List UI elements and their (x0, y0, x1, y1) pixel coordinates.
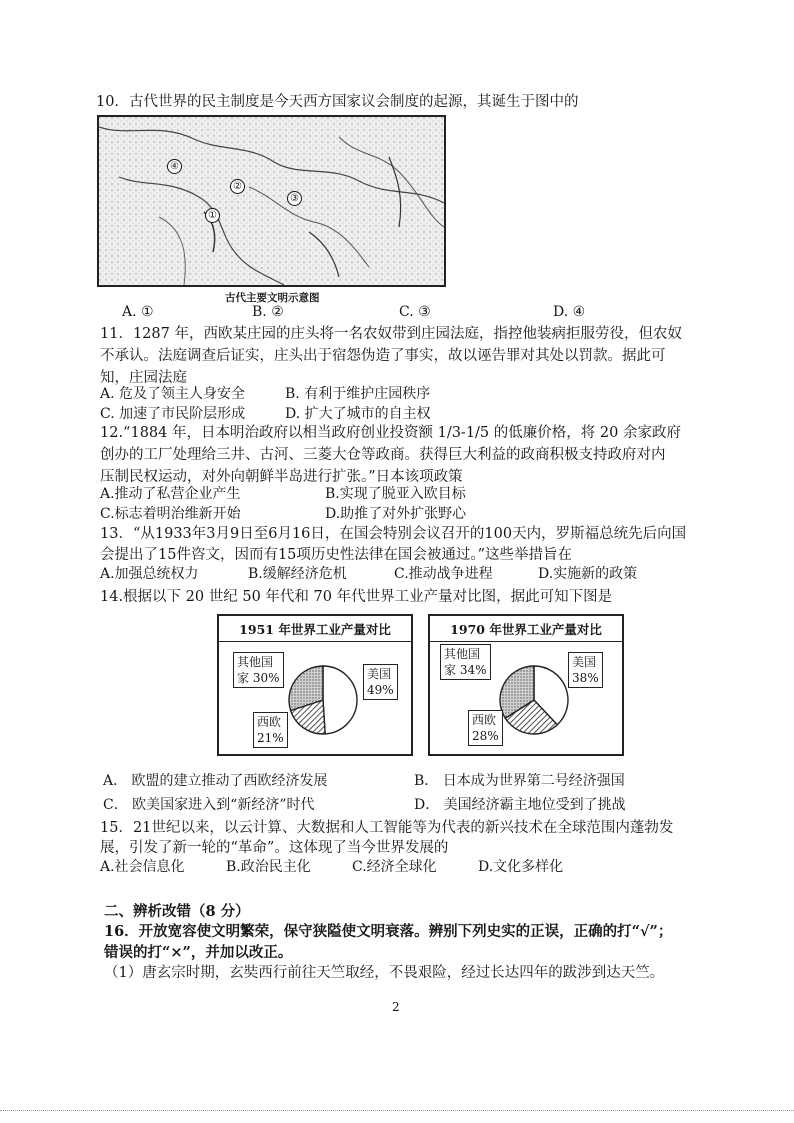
q13-line-1: 13．“从1933年3月9日至6月16日，在国会特别会议召开的100天内，罗斯福总统先后向国 (100, 526, 687, 542)
q13-option-c: C.推动战争进程 (394, 566, 493, 582)
q11-option-a: A. 危及了领主人身安全 (100, 386, 246, 402)
q12-option-a: A.推动了私营企业产生 (100, 486, 241, 502)
q15-option-d: D.文化多样化 (478, 859, 564, 875)
q11-line-1: 11．1287 年，西欧某庄园的庄头将一名农奴带到庄园法庭，指控他装病拒服劳役，但农奴 (100, 326, 682, 342)
q15-line-1: 15．21世纪以来，以云计算、大数据和人工智能等为代表的新兴技术在全球范围内蓬勃发 (100, 820, 674, 836)
q15-line-2: 展，引发了新一轮的“革命”。这体现了当今世界发展的 (100, 840, 449, 856)
pie-chart-1951 (217, 614, 413, 756)
bottom-border-dots (0, 1110, 794, 1111)
map-marker-2: ② (230, 179, 245, 194)
chart-1951-label-usa: 美国 49% (363, 664, 398, 700)
q13-option-d: D.实施新的政策 (538, 566, 638, 582)
q16-line-1: 16．开放宽容使文明繁荣，保守狭隘使文明衰落。辨别下列史实的正误，正确的打“√”； (104, 923, 673, 940)
q10-option-c: C. ③ (399, 304, 431, 320)
q11-option-d: D. 扩大了城市的自主权 (285, 406, 431, 422)
chart-1970-label-usa: 美国 38% (568, 652, 603, 688)
q11-option-b: B. 有利于维护庄园秩序 (285, 386, 431, 402)
map-marker-4: ④ (167, 159, 182, 174)
q12-option-b: B.实现了脱亚入欧目标 (325, 486, 466, 502)
q16-line-2: 错误的打“×”，并加以改正。 (104, 944, 293, 961)
q14-option-d: D． 美国经济霸主地位受到了挑战 (414, 797, 626, 813)
q11-line-2: 不承认。法庭调查后证实，庄头出于宿怨伪造了事实，故以诬告罪对其处以罚款。据此可 (100, 348, 666, 364)
q13-option-b: B.缓解经济危机 (248, 566, 347, 582)
q10-option-b: B. ② (252, 304, 284, 320)
chart-1951-label-other: 其他国 家 30% (233, 652, 284, 688)
q11-option-c: C. 加速了市民阶层形成 (100, 406, 246, 422)
map-drawing (99, 117, 444, 285)
map-marker-1: ① (205, 208, 220, 223)
map-caption: 古代主要文明示意图 (225, 292, 320, 304)
q13-line-2: 会提出了15件咨文，因而有15项历史性法律在国会被通过。”这些举措旨在 (100, 547, 573, 563)
chart-1951-label-weu: 西欧 21% (253, 712, 288, 748)
q16-item-1: （1）唐玄宗时期，玄奘西行前往天竺取经，不畏艰险，经过长达四年的跋涉到达天竺。 (104, 965, 665, 981)
ancient-civilizations-map (97, 115, 446, 287)
chart-1970-label-other: 其他国 家 34% (440, 644, 491, 680)
pie-chart-1970 (428, 614, 624, 756)
pie-slice-usa (323, 666, 357, 734)
section-2-heading: 二、辨析改错（8 分） (104, 903, 250, 920)
q14-stem: 14.根据以下 20 世纪 50 年代和 70 年代世界工业产量对比图，据此可知下图是 (100, 589, 613, 605)
q12-line-3: 压制民权运动，对外向朝鲜半岛进行扩张。”日本该项政策 (100, 469, 463, 485)
q11-line-3: 知，庄园法庭 (100, 370, 187, 386)
q12-line-2: 创办的工厂处理给三井、古河、三菱大仓等政商。获得巨大利益的政商积极支持政府对内 (100, 447, 666, 463)
page-number: 2 (392, 1000, 400, 1014)
q15-option-b: B.政治民主化 (226, 859, 311, 875)
q15-option-c: C.经济全球化 (352, 859, 437, 875)
q12-option-d: D.助推了对外扩张野心 (325, 506, 467, 522)
q14-option-a: A． 欧盟的建立推动了西欧经济发展 (103, 773, 328, 789)
chart-1970-title: 1970 年世界工业产量对比 (430, 620, 622, 642)
q14-option-c: C． 欧美国家进入到“新经济”时代 (103, 797, 315, 813)
q10-stem: 10．古代世界的民主制度是今天西方国家议会制度的起源，其诞生于图中的 (96, 94, 579, 110)
q10-option-a: A. ① (122, 304, 154, 320)
q13-option-a: A.加强总统权力 (100, 566, 199, 582)
chart-1951-title: 1951 年世界工业产量对比 (219, 620, 411, 642)
q15-option-a: A.社会信息化 (100, 859, 185, 875)
q12-option-c: C.标志着明治维新开始 (100, 506, 241, 522)
q12-line-1: 12.“1884 年，日本明治政府以相当政府创业投资额 1/3-1/5 的低廉价格，将 20 余家政府 (100, 425, 681, 441)
chart-1970-label-weu: 西欧 28% (468, 710, 503, 746)
map-marker-3: ③ (287, 191, 302, 206)
q14-option-b: B． 日本成为世界第二号经济强国 (414, 773, 625, 789)
q10-option-d: D. ④ (553, 304, 586, 320)
